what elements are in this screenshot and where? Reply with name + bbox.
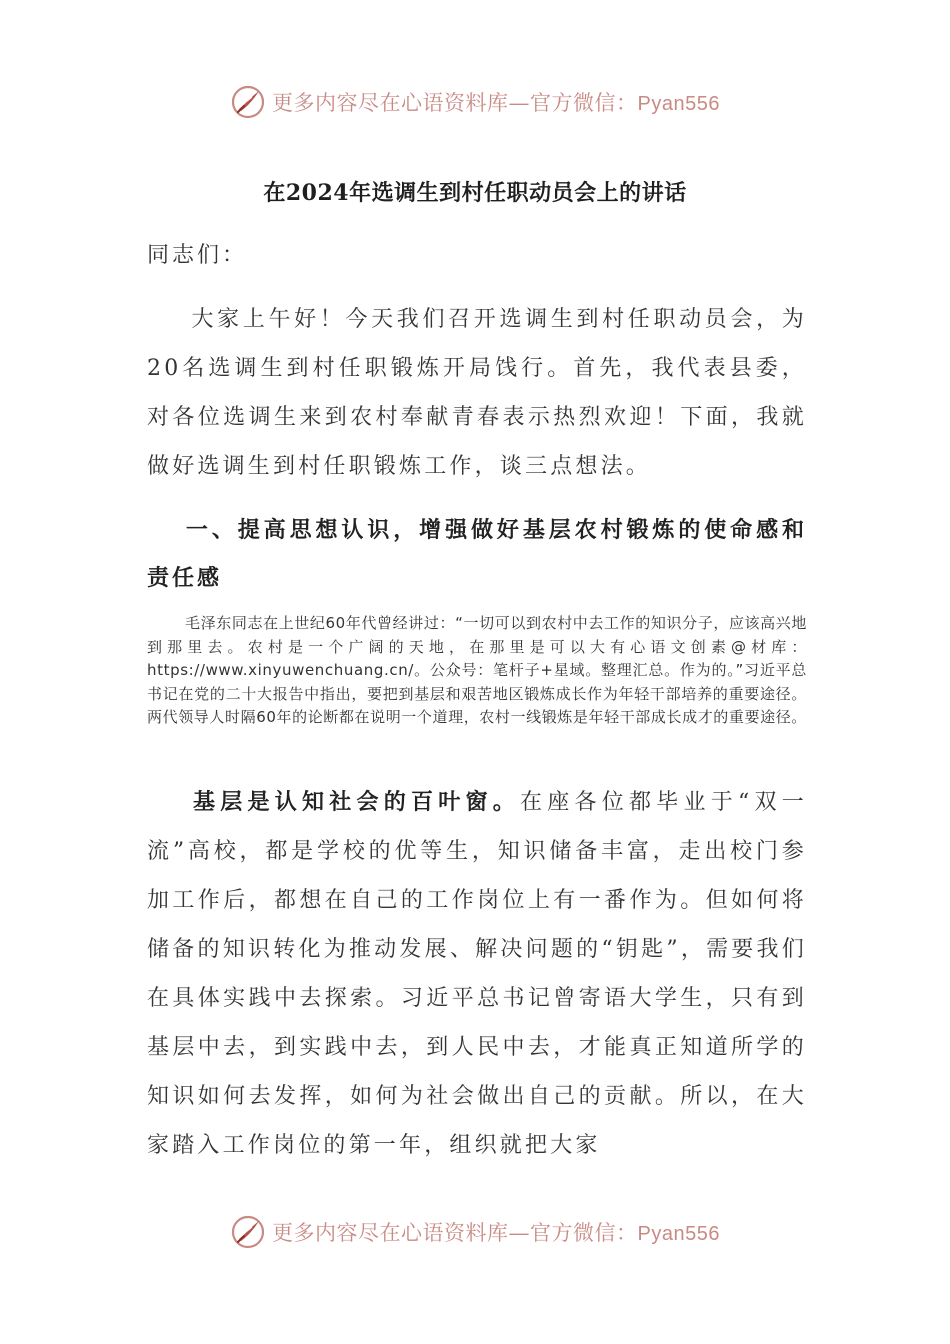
watermark-text-cn: 更多内容尽在心语资料库—官方微信：	[272, 91, 638, 115]
quote-paragraph	[147, 612, 807, 730]
section1-heading-text: 一、提高思想认识，增强做好基层农村锻炼的使命感和责任感	[147, 517, 807, 591]
point1-body: 在座各位都毕业于“双一流”高校，都是学校的优等生，知识储备丰富，走出校门参加工作后，都想在自己的工作岗位上有一番作为。但如何将储备的知识转化为推动发展、解决问题的“钥匙”，需要我们在具体实践中去探索。习近平总书记曾寄语大学生，只有到基层中去，到实践中去，到人民中去，才能真正知道所学的知识如何去发挥，如何为社会做出自己的贡献。所以，在大家踏入工作岗位的第一年，组织就把大家	[147, 790, 807, 1158]
quill-logo-icon	[230, 84, 266, 120]
point1-paragraph	[147, 778, 807, 1170]
section1-heading	[147, 506, 807, 602]
watermark-text	[272, 87, 720, 117]
watermark-banner-top	[0, 80, 950, 124]
quill-logo-icon	[230, 1214, 266, 1250]
intro-paragraph	[147, 295, 807, 491]
intro-text: 大家上午好！今天我们召开选调生到村任职动员会，为20名选调生到村任职锻炼开局饯行。首先，我代表县委，对各位选调生来到农村奉献青春表示热烈欢迎！下面，我就做好选调生到村任职锻炼工作，谈三点想法。	[147, 307, 807, 479]
greeting: 同志们：	[147, 243, 248, 268]
watermark-text-en: Pyan556	[637, 93, 720, 115]
watermark-text-en: Pyan556	[637, 1223, 720, 1245]
quote-paragraph-text: 毛泽东同志在上世纪60年代曾经讲过：“一切可以到农村中去工作的知识分子，应该高兴地到那里去。农村是一个广阔的天地，在那里是可以大有心语文创素@材库：https://www.xinyuwenchuang.cn/。公众号：笔杆子+星域。整理汇总。作为的。”习近平总书记在党的二十大报告中指出，要把到基层和艰苦地区锻炼成长作为年轻干部培养的重要途径。两代领导人时隔60年的论断都在说明一个道理，农村一线锻炼是年轻干部成长成才的重要途径。	[147, 614, 807, 726]
watermark-banner-bottom	[0, 1210, 950, 1254]
point1-lead: 基层是认知社会的百叶窗。	[191, 789, 521, 815]
watermark-text-cn: 更多内容尽在心语资料库—官方微信：	[272, 1221, 638, 1245]
watermark-text	[272, 1217, 720, 1247]
page-title: 在2024年选调生到村任职动员会上的讲话	[263, 180, 687, 206]
